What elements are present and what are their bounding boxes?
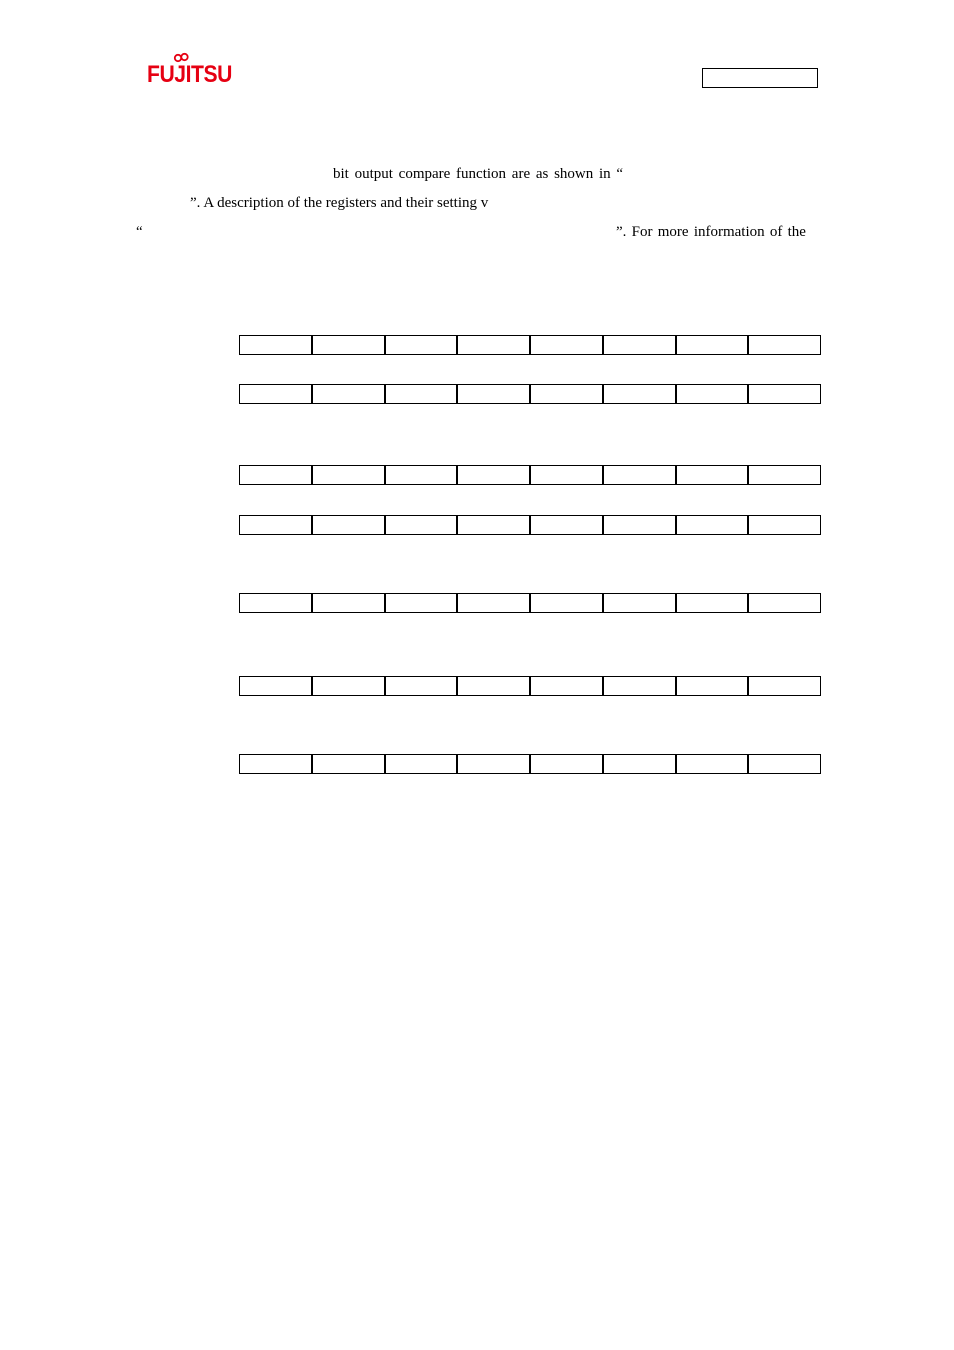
register-bit-cell: [240, 755, 313, 773]
register-bit-cell: [458, 516, 531, 534]
register-bit-cell: [531, 466, 604, 484]
register-bit-cell: [677, 594, 750, 612]
register-bit-cell: [240, 516, 313, 534]
register-bit-cell: [240, 466, 313, 484]
register-bit-cell: [313, 336, 386, 354]
register-bit-row: [239, 593, 821, 613]
register-bit-cell: [313, 594, 386, 612]
register-bit-row: [239, 754, 821, 774]
infinity-icon: [147, 52, 237, 96]
paragraph-line-3-open-quote: “: [136, 224, 143, 240]
register-bit-cell: [386, 336, 459, 354]
register-bit-cell: [677, 385, 750, 403]
register-bit-cell: [749, 594, 820, 612]
register-bit-cell: [749, 336, 820, 354]
register-bit-cell: [313, 466, 386, 484]
register-bit-cell: [386, 466, 459, 484]
register-bit-cell: [677, 755, 750, 773]
register-bit-cell: [240, 336, 313, 354]
register-bit-cell: [386, 755, 459, 773]
register-bit-cell: [531, 385, 604, 403]
register-bit-cell: [313, 385, 386, 403]
register-bit-row: [239, 676, 821, 696]
register-bit-cell: [677, 336, 750, 354]
register-bit-row: [239, 384, 821, 404]
register-bit-cell: [531, 755, 604, 773]
register-bit-cell: [749, 385, 820, 403]
register-bit-cell: [677, 516, 750, 534]
register-bit-cell: [386, 385, 459, 403]
paragraph-line-2: ”. A description of the registers and their setting v: [190, 195, 489, 211]
register-bit-cell: [749, 516, 820, 534]
register-bit-cell: [677, 466, 750, 484]
register-bit-row: [239, 515, 821, 535]
register-bit-cell: [749, 677, 820, 695]
register-bit-cell: [531, 594, 604, 612]
register-bit-cell: [604, 336, 677, 354]
register-bit-cell: [386, 594, 459, 612]
register-bit-cell: [240, 677, 313, 695]
register-bit-cell: [313, 516, 386, 534]
register-bit-cell: [386, 516, 459, 534]
register-bit-cell: [604, 677, 677, 695]
register-bit-cell: [458, 466, 531, 484]
register-bit-cell: [313, 677, 386, 695]
register-bit-cell: [458, 336, 531, 354]
register-bit-cell: [604, 594, 677, 612]
register-bit-cell: [240, 385, 313, 403]
fujitsu-logo: [147, 52, 237, 96]
register-bit-cell: [458, 594, 531, 612]
register-bit-cell: [604, 755, 677, 773]
document-id-box: [702, 68, 818, 88]
register-bit-row: [239, 335, 821, 355]
register-bit-cell: [458, 755, 531, 773]
register-bit-cell: [531, 336, 604, 354]
register-bit-cell: [386, 677, 459, 695]
register-bit-cell: [313, 755, 386, 773]
logo-wordmark: FUJITSU: [147, 61, 232, 88]
register-bit-cell: [458, 677, 531, 695]
register-bit-cell: [749, 466, 820, 484]
register-bit-cell: [749, 755, 820, 773]
paragraph-line-1: bit output compare function are as shown in “: [333, 166, 624, 182]
register-bit-row: [239, 465, 821, 485]
register-bit-cell: [677, 677, 750, 695]
register-bit-cell: [604, 466, 677, 484]
register-bit-cell: [240, 594, 313, 612]
register-bit-cell: [458, 385, 531, 403]
register-bit-cell: [604, 385, 677, 403]
register-bit-cell: [531, 516, 604, 534]
register-bit-cell: [604, 516, 677, 534]
register-bit-cell: [531, 677, 604, 695]
paragraph-line-3-text: ”. For more information of the: [616, 224, 806, 240]
